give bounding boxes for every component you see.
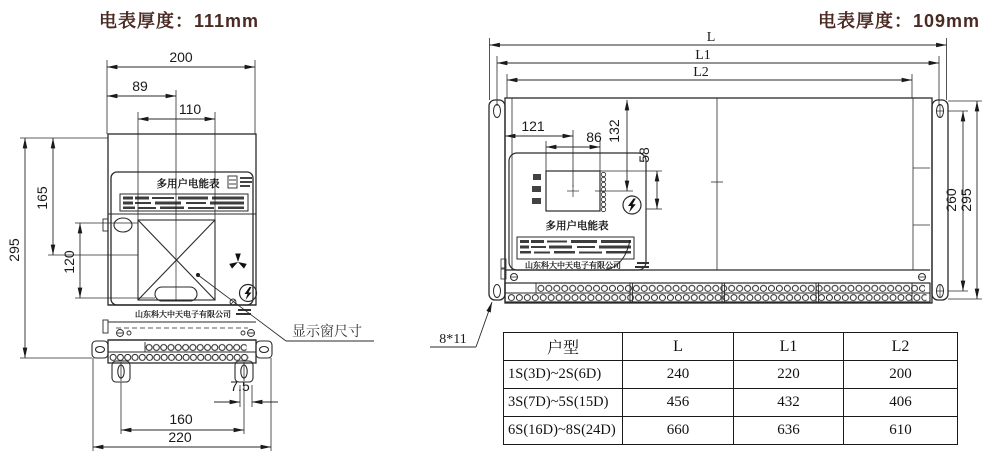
display-window-label: 显示窗尺寸	[292, 323, 362, 339]
cell-L1: 636	[734, 417, 844, 445]
row-label: 3S(7D)~5S(15D)	[504, 389, 623, 417]
cell-L2: 610	[844, 417, 958, 445]
dim-110: 110	[178, 101, 202, 117]
dim-58: 58	[636, 147, 652, 163]
right-left-flange	[489, 100, 505, 300]
right-nameplate	[517, 237, 634, 259]
left-terminal-block	[108, 342, 256, 362]
right-terminal-block	[505, 283, 930, 302]
fan-icon	[229, 254, 247, 269]
dim-295: 295	[6, 238, 22, 262]
dim-L2: L2	[693, 65, 709, 80]
dim-121: 121	[521, 118, 545, 134]
col-header-L1: L1	[734, 333, 844, 361]
left-meter-thickness-title: 电表厚度：111mm	[99, 11, 260, 31]
dim-89: 89	[132, 78, 148, 94]
cell-L2: 200	[844, 361, 958, 389]
left-meter-front-view	[6, 49, 374, 451]
dim-86: 86	[586, 129, 602, 145]
cell-L: 456	[623, 389, 734, 417]
dim-165: 165	[34, 186, 50, 210]
left-seal-hole	[114, 218, 132, 232]
right-meter-thickness-title: 电表厚度：109mm	[818, 11, 981, 31]
flange-slot-hole	[494, 285, 501, 298]
slot-callout	[430, 302, 492, 347]
left-meter-title: 多用户电能表	[156, 178, 220, 190]
left-display-window	[138, 220, 215, 301]
cell-L2: 406	[844, 389, 958, 417]
cell-L: 240	[623, 361, 734, 389]
dim-220: 220	[168, 429, 192, 445]
cell-L1: 432	[734, 389, 844, 417]
danger-lightning-icon	[240, 285, 257, 302]
cell-L1: 220	[734, 361, 844, 389]
left-nameplate	[120, 194, 248, 211]
row-label: 6S(16D)~8S(24D)	[504, 417, 623, 445]
display-window-callout	[196, 273, 374, 341]
dim-160: 160	[169, 411, 193, 427]
danger-lightning-icon	[623, 196, 641, 214]
brand-logo	[228, 176, 252, 188]
slot-size-label: 8*11	[439, 332, 467, 347]
dim-L1: L1	[695, 48, 711, 63]
col-header-L2: L2	[844, 333, 958, 361]
flange-slot-hole	[494, 105, 501, 118]
table-row	[504, 361, 958, 389]
right-meter-outline	[505, 98, 932, 303]
table-row	[504, 417, 958, 445]
row-label: 1S(3D)~2S(6D)	[504, 361, 623, 389]
dim-7-5: 7.5	[230, 378, 250, 394]
left-company-name: 山东科大中天电子有限公司	[135, 310, 231, 319]
dim-260: 260	[943, 188, 959, 212]
dim-120: 120	[61, 250, 77, 274]
dim-200: 200	[169, 49, 193, 65]
right-meter-title: 多用户电能表	[545, 220, 609, 232]
dim-L: L	[706, 30, 716, 45]
table-header-row	[504, 333, 958, 361]
cell-L: 660	[623, 417, 734, 445]
dim-132: 132	[606, 119, 622, 143]
table-row	[504, 389, 958, 417]
dim-295-right: 295	[958, 188, 974, 212]
col-header-hu-xing: 户型	[504, 333, 623, 361]
meter-size-spec-table	[503, 332, 958, 445]
col-header-L: L	[623, 333, 734, 361]
right-company-name: 山东科大中天电子有限公司	[525, 261, 621, 270]
right-meter-front-view	[430, 30, 982, 347]
